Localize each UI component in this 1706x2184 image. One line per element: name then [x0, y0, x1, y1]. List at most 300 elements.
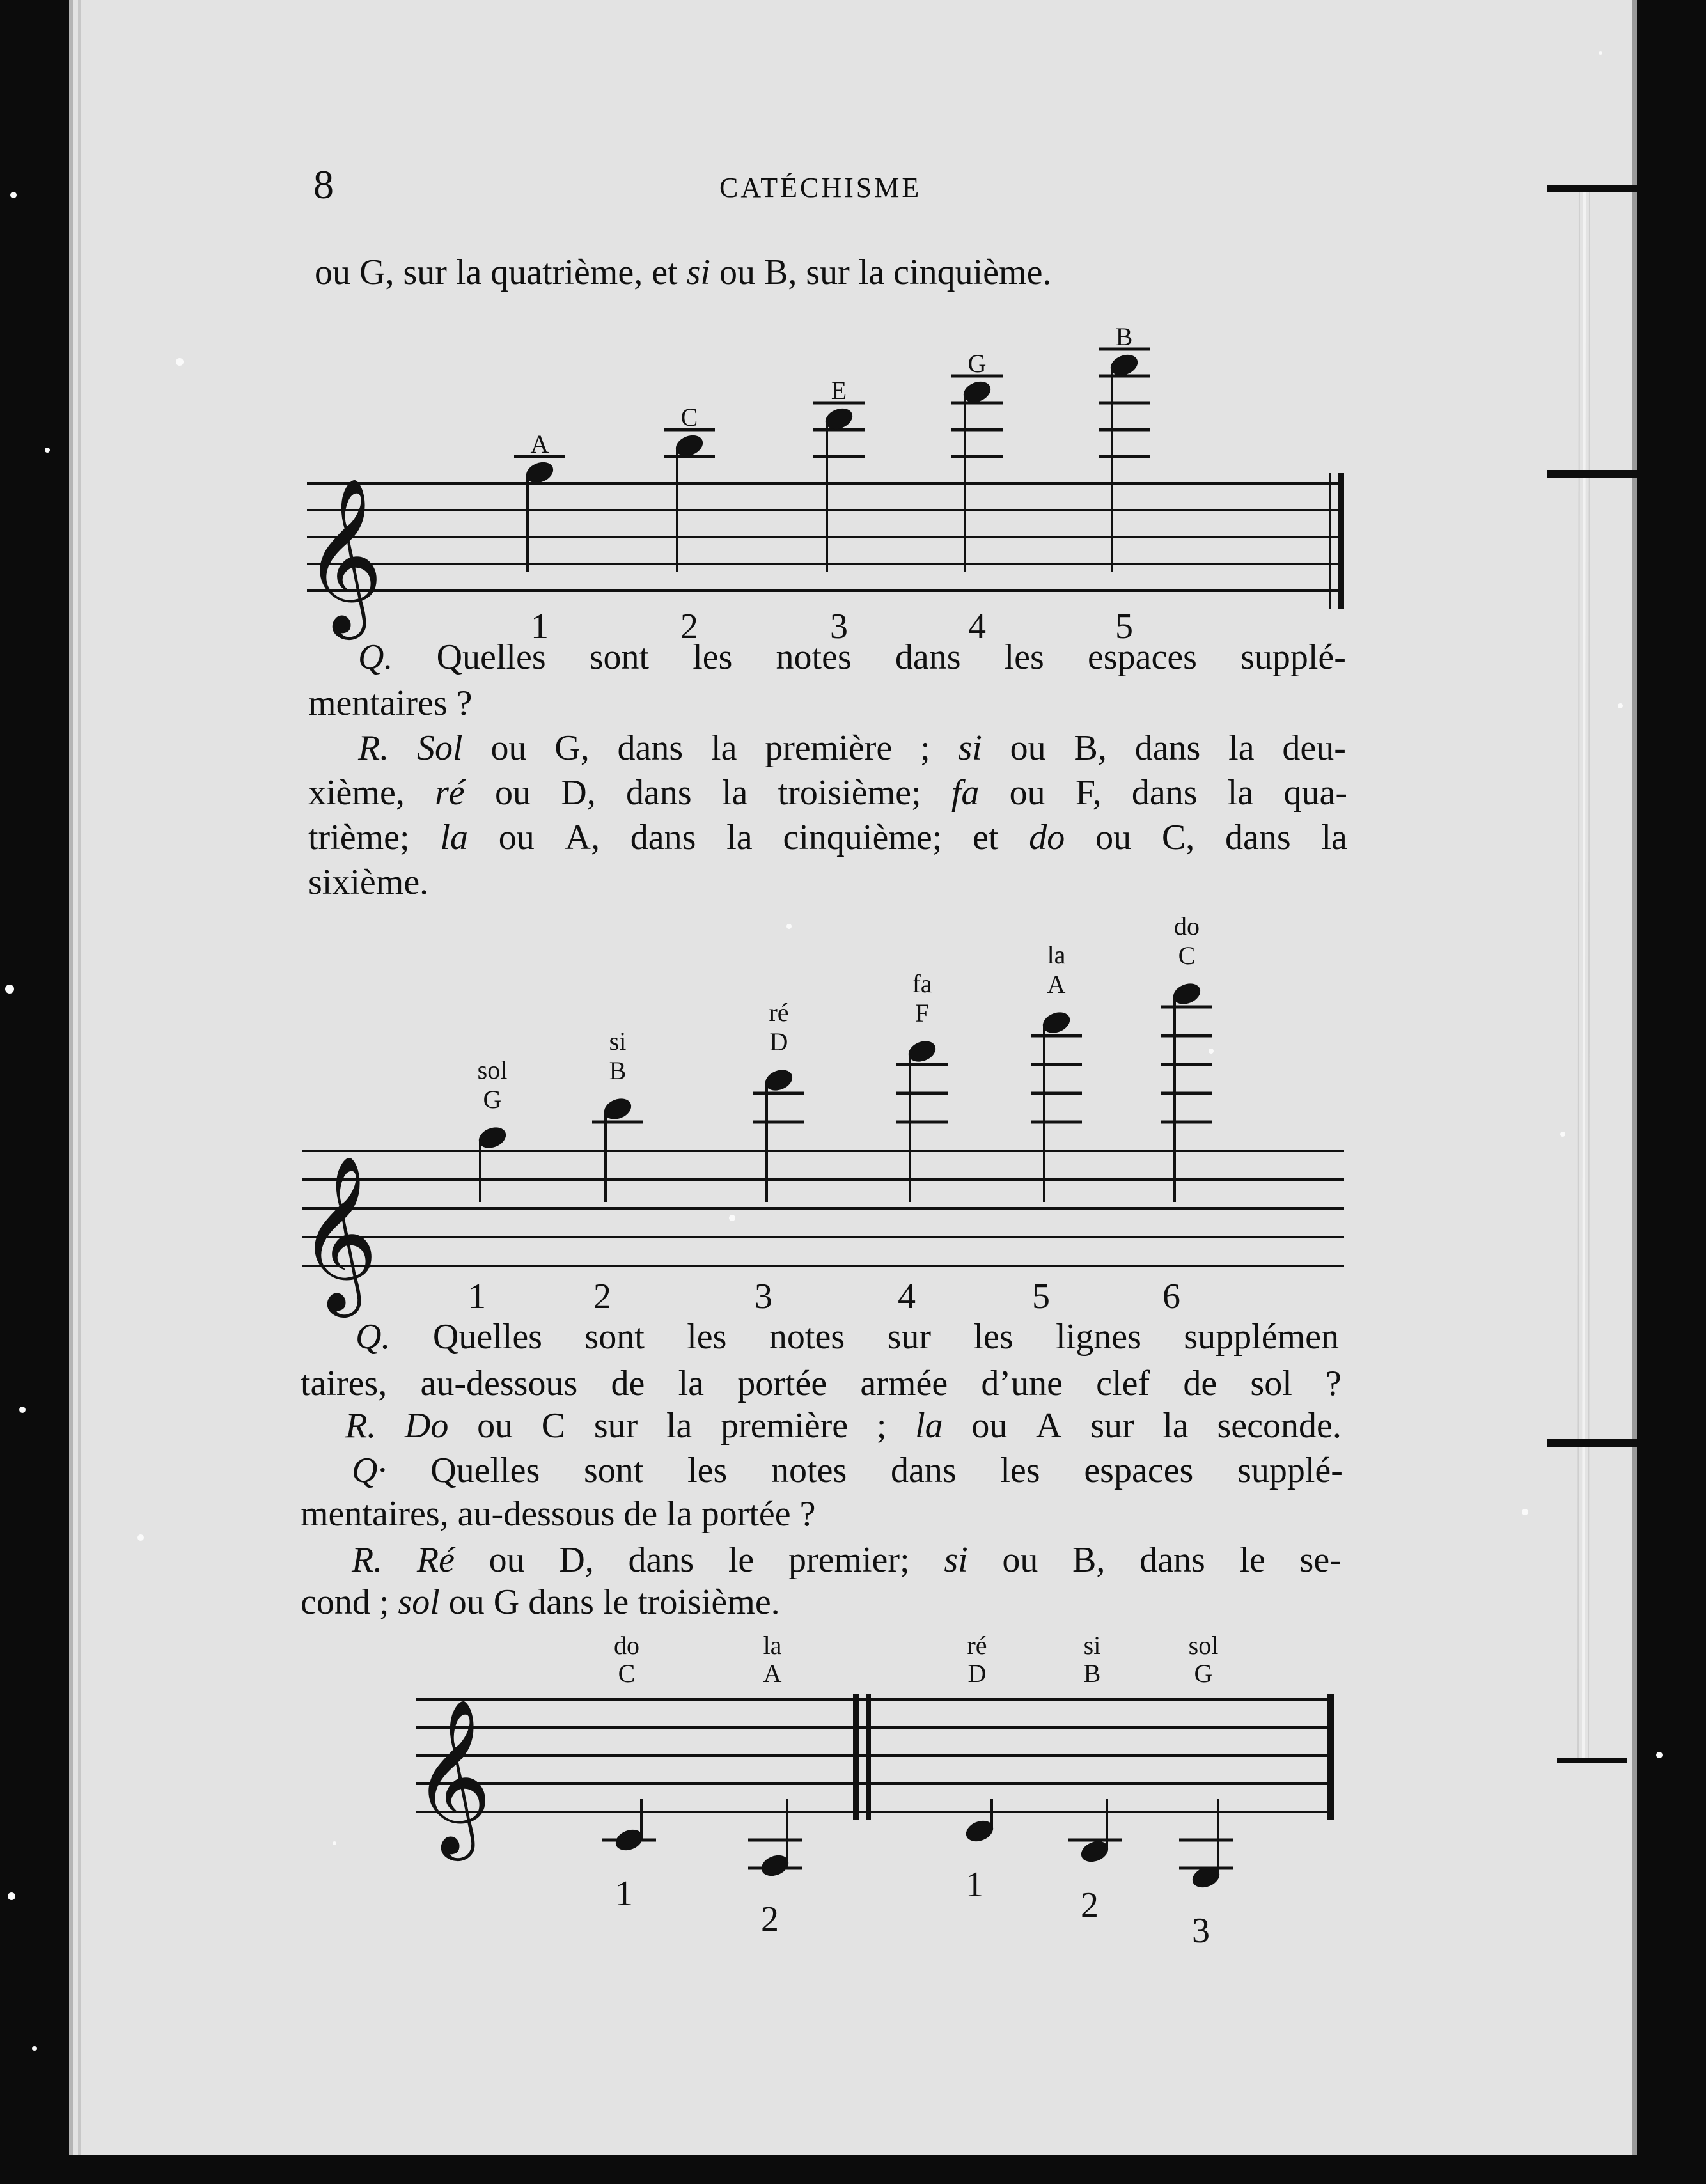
text: dans	[890, 1451, 957, 1490]
word	[1237, 1453, 1343, 1488]
word	[1010, 775, 1045, 811]
text: cond ;	[301, 1582, 398, 1622]
note-label: F	[914, 998, 930, 1027]
paper-speck	[1209, 1049, 1214, 1054]
answer-line	[308, 775, 1347, 811]
text: B,	[1074, 728, 1107, 768]
word	[726, 820, 752, 855]
text: la	[721, 773, 748, 813]
word	[1184, 1319, 1339, 1355]
word	[352, 1453, 386, 1488]
note-number: 1	[615, 1874, 633, 1914]
note-number: 1	[468, 1277, 486, 1316]
text: notes	[776, 637, 852, 677]
text: la	[1227, 773, 1254, 813]
italic-text: R.	[358, 728, 389, 768]
paper-speck	[1599, 51, 1602, 55]
word	[788, 1542, 910, 1578]
text: ou	[971, 1406, 1008, 1446]
italic-text: Do	[404, 1406, 449, 1446]
word	[542, 1408, 565, 1444]
note-label: B	[609, 1056, 627, 1085]
double-barline	[853, 1694, 859, 1820]
note-label: A	[763, 1659, 782, 1688]
question-line	[301, 1496, 815, 1532]
binding-stitches	[1544, 179, 1640, 1777]
word	[1135, 730, 1201, 766]
word	[958, 730, 982, 766]
word	[308, 775, 405, 811]
word	[1056, 1319, 1141, 1355]
text: les	[687, 1317, 727, 1357]
word	[1282, 730, 1346, 766]
text: deu-	[1282, 728, 1346, 768]
note-label: B	[1115, 322, 1133, 351]
italic-text: la	[915, 1406, 943, 1446]
double-barline	[866, 1694, 871, 1820]
word	[499, 820, 535, 855]
final-barline	[1338, 473, 1344, 609]
text-line	[315, 254, 1051, 290]
paper-speck	[1560, 1132, 1565, 1137]
italic-text: la	[440, 818, 468, 857]
text: ou G, sur la quatrième, et	[315, 253, 687, 292]
word	[301, 1366, 387, 1401]
note-label: si	[1083, 1631, 1101, 1660]
text: la	[1321, 818, 1347, 857]
note-number: 3	[1192, 1911, 1210, 1951]
note-number: 2	[680, 607, 698, 646]
word	[915, 1408, 943, 1444]
text: espaces	[1084, 1451, 1194, 1490]
text: qua-	[1283, 773, 1347, 813]
word	[1239, 1542, 1265, 1578]
italic-text: si	[958, 728, 982, 768]
text: les	[693, 637, 733, 677]
text: ou	[1009, 773, 1045, 813]
word	[405, 1408, 448, 1444]
text: Quelles	[430, 1451, 540, 1490]
paper-speck	[1522, 1509, 1528, 1515]
italic-text: Q.	[358, 637, 393, 677]
word	[554, 730, 589, 766]
note-label: G	[483, 1084, 502, 1114]
music-staff-3	[412, 1694, 1349, 1899]
word	[728, 1542, 754, 1578]
page-number: 8	[313, 162, 334, 207]
word	[1217, 1408, 1341, 1444]
word	[417, 730, 463, 766]
word	[783, 820, 942, 855]
paper-speck	[1618, 703, 1623, 708]
word	[421, 1366, 578, 1401]
word	[1095, 820, 1131, 855]
word	[1000, 1453, 1040, 1488]
running-head: CATÉCHISME	[719, 172, 922, 203]
text: mentaires ?	[308, 683, 473, 723]
text: premier;	[788, 1540, 910, 1580]
word	[944, 1542, 967, 1578]
word	[477, 1408, 513, 1444]
question-line	[356, 1319, 1339, 1355]
italic-text: fa	[951, 773, 980, 813]
text: seconde.	[1217, 1406, 1342, 1446]
word	[920, 730, 930, 766]
paper-speck	[32, 2046, 37, 2051]
italic-text: R.	[352, 1540, 383, 1580]
text: A,	[565, 818, 600, 857]
word	[687, 1319, 726, 1355]
text: armée	[860, 1364, 948, 1403]
note-number: 2	[1081, 1885, 1099, 1925]
word	[971, 1408, 1007, 1444]
text: trième;	[308, 818, 410, 857]
word	[590, 639, 649, 675]
note-label: do	[614, 1631, 639, 1660]
italic-text: Sol	[417, 728, 463, 768]
word	[565, 820, 600, 855]
text: sixième.	[308, 862, 429, 902]
text: C,	[1161, 818, 1195, 857]
word	[1326, 1366, 1342, 1401]
text: dans	[617, 728, 684, 768]
word	[433, 1319, 542, 1355]
italic-text: si	[944, 1540, 968, 1580]
note-label: D	[967, 1659, 987, 1688]
word	[666, 1408, 692, 1444]
paper-speck	[10, 192, 17, 198]
word	[559, 1542, 593, 1578]
word	[973, 1319, 1013, 1355]
answer-line	[352, 1542, 1342, 1578]
word	[430, 1453, 540, 1488]
text: troisième;	[778, 773, 921, 813]
text: cinquième;	[783, 818, 943, 857]
text: les	[687, 1451, 728, 1490]
music-staff-2	[299, 1151, 1350, 1311]
word	[440, 820, 468, 855]
paper-speck	[5, 985, 14, 994]
word	[1096, 1366, 1150, 1401]
paper-speck	[786, 924, 792, 929]
music-staff-1	[304, 473, 1356, 633]
text: d’une	[981, 1364, 1063, 1403]
italic-text: Q·	[352, 1451, 387, 1490]
word	[1162, 820, 1194, 855]
text: se-	[1299, 1540, 1342, 1580]
note-number: 5	[1115, 607, 1133, 646]
text: la	[711, 728, 737, 768]
italic-text: si	[686, 253, 710, 292]
note-number: 3	[755, 1277, 772, 1316]
paper-speck	[729, 1215, 735, 1221]
text: D,	[559, 1540, 594, 1580]
text: la	[726, 818, 753, 857]
text: de	[1183, 1364, 1217, 1403]
text: dans	[628, 1540, 694, 1580]
note-label: C	[618, 1659, 636, 1688]
text: sont	[583, 1451, 644, 1490]
word	[1005, 639, 1044, 675]
text: sol	[1250, 1364, 1292, 1403]
text: lignes	[1056, 1317, 1141, 1357]
word	[1228, 775, 1253, 811]
text: la	[1228, 728, 1255, 768]
text: dans	[630, 818, 696, 857]
note-number: 5	[1032, 1277, 1050, 1316]
text: D,	[561, 773, 596, 813]
word	[722, 775, 747, 811]
word	[769, 1319, 845, 1355]
note-number: 2	[593, 1277, 611, 1316]
text: les	[1000, 1451, 1040, 1490]
text: le	[1239, 1540, 1265, 1580]
text: ou	[495, 773, 531, 813]
text: les	[1004, 637, 1044, 677]
text: la	[1162, 1406, 1189, 1446]
word	[1074, 730, 1107, 766]
paper-speck	[8, 1892, 15, 1900]
word	[687, 1453, 727, 1488]
note-label: si	[609, 1026, 627, 1056]
word	[891, 1453, 957, 1488]
italic-text: ré	[435, 773, 465, 813]
note-number: 1	[966, 1865, 983, 1905]
answer-line	[308, 820, 1347, 855]
word	[435, 775, 465, 811]
word	[630, 820, 696, 855]
word	[678, 1366, 704, 1401]
word	[721, 1408, 848, 1444]
page-edge	[78, 0, 81, 2155]
word	[973, 820, 998, 855]
word	[1029, 820, 1065, 855]
italic-text: Ré	[416, 1540, 455, 1580]
italic-text: do	[1029, 818, 1065, 857]
note-number: 6	[1162, 1277, 1180, 1316]
word	[489, 1542, 525, 1578]
text: ou	[498, 818, 535, 857]
text: les	[973, 1317, 1013, 1357]
note-label: sol	[1188, 1631, 1219, 1660]
word	[626, 775, 692, 811]
text: Quelles	[436, 637, 546, 677]
word	[1250, 1366, 1292, 1401]
text: xième,	[308, 773, 405, 813]
word	[1322, 820, 1347, 855]
word	[594, 1408, 638, 1444]
note-label: D	[769, 1027, 788, 1056]
text: ou	[1010, 728, 1046, 768]
text: B,	[1072, 1540, 1106, 1580]
word	[417, 1542, 455, 1578]
word	[618, 730, 684, 766]
word	[711, 730, 737, 766]
treble-clef: 𝄞	[412, 1697, 492, 1854]
note-label: C	[1178, 940, 1196, 970]
word	[1002, 1542, 1038, 1578]
text: ou	[1095, 818, 1132, 857]
note-number: 4	[898, 1277, 916, 1316]
text: dans	[1134, 728, 1201, 768]
word	[1090, 1408, 1134, 1444]
question-line	[352, 1453, 1343, 1488]
treble-clef: 𝄞	[304, 476, 384, 633]
text: clef	[1096, 1364, 1150, 1403]
word	[765, 730, 892, 766]
answer-line	[358, 730, 1346, 766]
text: sur	[887, 1317, 932, 1357]
text: taires,	[301, 1364, 387, 1403]
note-label: la	[1047, 940, 1066, 969]
text: première	[765, 728, 893, 768]
question-line	[301, 1366, 1342, 1401]
word	[584, 1319, 644, 1355]
word	[1010, 730, 1046, 766]
word	[1228, 730, 1254, 766]
word	[490, 730, 526, 766]
word	[771, 1453, 847, 1488]
note-label: G	[1194, 1659, 1213, 1688]
text: F,	[1075, 773, 1102, 813]
text-line	[308, 685, 473, 721]
word	[951, 775, 980, 811]
word	[1225, 820, 1291, 855]
word	[1072, 1542, 1105, 1578]
text: dans	[1131, 773, 1198, 813]
word	[495, 775, 531, 811]
word	[352, 1542, 382, 1578]
answer-line	[308, 864, 428, 900]
paper-speck	[137, 1534, 144, 1541]
word	[611, 1366, 645, 1401]
text: le	[728, 1540, 755, 1580]
text: supplémen	[1184, 1317, 1339, 1357]
text: la	[666, 1406, 693, 1446]
text: ou	[477, 1406, 513, 1446]
text: Quelles	[432, 1317, 542, 1357]
text: G,	[554, 728, 590, 768]
paper-speck	[19, 1407, 26, 1413]
text: et	[973, 818, 999, 857]
word	[981, 1366, 1063, 1401]
paper-speck	[176, 358, 184, 366]
word	[356, 1319, 390, 1355]
text: dans	[895, 637, 961, 677]
word	[561, 775, 595, 811]
paper-speck	[333, 1841, 336, 1845]
italic-text: sol	[398, 1582, 440, 1622]
word	[1183, 1366, 1217, 1401]
text: première	[721, 1406, 849, 1446]
answer-line	[345, 1408, 1342, 1444]
text: sur	[1090, 1406, 1134, 1446]
word	[358, 730, 389, 766]
treble-clef: 𝄞	[299, 1154, 379, 1311]
text: espaces	[1087, 637, 1197, 677]
note-number: 3	[830, 607, 848, 646]
word	[737, 1366, 827, 1401]
text: ;	[920, 728, 930, 768]
word	[778, 775, 921, 811]
text: C	[541, 1406, 566, 1446]
text: ou B, sur la cinquième.	[710, 253, 1052, 292]
paper-speck	[1656, 1752, 1663, 1758]
word	[628, 1542, 694, 1578]
text: dans	[1225, 818, 1291, 857]
note-number: 1	[531, 607, 549, 646]
text: sont	[584, 1317, 645, 1357]
text: ou G dans le troisième.	[439, 1582, 780, 1622]
text: ?	[1326, 1364, 1342, 1403]
paper-speck	[45, 448, 50, 453]
note-label: ré	[769, 997, 789, 1027]
word	[1076, 775, 1102, 811]
note-label: A	[530, 430, 549, 458]
word	[1162, 1408, 1188, 1444]
word	[345, 1408, 376, 1444]
text: sur	[593, 1406, 638, 1446]
text: notes	[769, 1317, 845, 1357]
note-label: G	[967, 349, 987, 378]
note-number: 2	[761, 1899, 779, 1939]
final-barline	[1327, 1694, 1334, 1820]
word	[584, 1453, 643, 1488]
text: de	[611, 1364, 645, 1403]
word	[888, 1319, 931, 1355]
word	[877, 1408, 887, 1444]
answer-line	[301, 1584, 780, 1620]
note-label: ré	[967, 1631, 987, 1660]
text: notes	[771, 1451, 847, 1490]
text: A	[1036, 1406, 1062, 1446]
word	[1300, 1542, 1342, 1578]
text: supplé-	[1237, 1451, 1343, 1490]
note-label: C	[680, 403, 698, 432]
text: portée	[737, 1364, 827, 1403]
word	[1240, 639, 1346, 675]
word	[358, 639, 393, 675]
note-label: E	[831, 376, 847, 405]
note-number: 4	[968, 607, 986, 646]
text: ;	[876, 1406, 887, 1446]
text: sont	[589, 637, 650, 677]
text: dans	[1139, 1540, 1205, 1580]
note-label: do	[1174, 911, 1200, 940]
text: ou	[490, 728, 527, 768]
note-label: sol	[477, 1055, 508, 1084]
page-edge	[69, 0, 73, 2155]
text: dans	[626, 773, 692, 813]
word	[1283, 775, 1347, 811]
text: supplé-	[1240, 637, 1346, 677]
italic-text: R.	[345, 1406, 377, 1446]
word	[1084, 1453, 1193, 1488]
text: ou	[489, 1540, 525, 1580]
text: mentaires, au-dessous de la portée ?	[301, 1494, 816, 1534]
word	[1139, 1542, 1205, 1578]
note-label: fa	[912, 969, 932, 998]
note-label: B	[1083, 1659, 1101, 1688]
note-label: la	[763, 1631, 782, 1660]
word	[1036, 1408, 1061, 1444]
word	[1132, 775, 1198, 811]
italic-text: Q.	[356, 1317, 391, 1357]
note-label: A	[1047, 969, 1066, 999]
word	[860, 1366, 948, 1401]
text: ou	[1002, 1540, 1038, 1580]
word	[308, 820, 410, 855]
